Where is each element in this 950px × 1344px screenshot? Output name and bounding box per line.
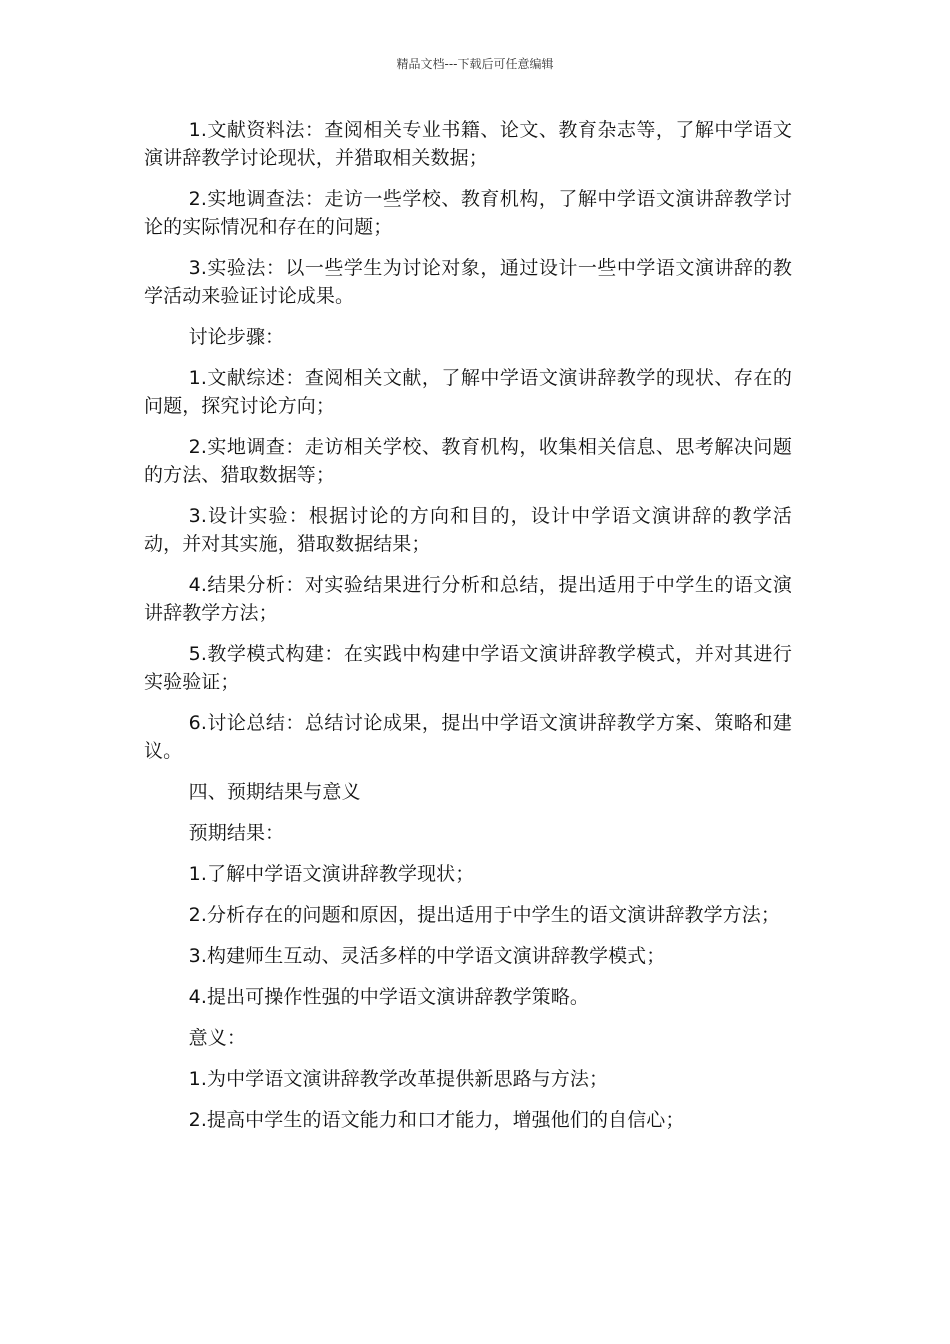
paragraph: 6.讨论总结：总结讨论成果，提出中学语文演讲辞教学方案、策略和建议。: [144, 712, 792, 762]
section-label: 预期结果：: [188, 822, 285, 844]
paragraph: 2.实地调查法：走访一些学校、教育机构，了解中学语文演讲辞教学讨论的实际情况和存在的问题；: [144, 188, 792, 238]
page-header: 精品文档---下载后可任意编辑: [396, 57, 554, 71]
section-label: 意义：: [188, 1027, 246, 1049]
document-body: [144, 116, 792, 1147]
paragraph: 1.为中学语文演讲辞教学改革提供新思路与方法；: [188, 1068, 609, 1090]
paragraph: 3.实验法：以一些学生为讨论对象，通过设计一些中学语文演讲辞的教学活动来验证讨论成果。: [144, 257, 792, 307]
paragraph: 2.分析存在的问题和原因，提出适用于中学生的语文演讲辞教学方法；: [188, 904, 780, 926]
paragraph: 5.教学模式构建：在实践中构建中学语文演讲辞教学模式，并对其进行实验验证；: [144, 643, 792, 693]
paragraph: 4.提出可操作性强的中学语文演讲辞教学策略。: [188, 986, 589, 1008]
paragraph: 1.文献资料法：查阅相关专业书籍、论文、教育杂志等，了解中学语文演讲辞教学讨论现状，并猎取相关数据；: [144, 119, 792, 169]
paragraph: 1.了解中学语文演讲辞教学现状；: [188, 863, 475, 885]
paragraph: 3.构建师生互动、灵活多样的中学语文演讲辞教学模式；: [188, 945, 666, 967]
paragraph: 4.结果分析：对实验结果进行分析和总结，提出适用于中学生的语文演讲辞教学方法；: [144, 574, 792, 624]
paragraph: 2.提高中学生的语文能力和口才能力，增强他们的自信心；: [188, 1109, 685, 1131]
section-label: 讨论步骤：: [188, 326, 285, 348]
paragraph: 3.设计实验：根据讨论的方向和目的，设计中学语文演讲辞的教学活动，并对其实施，猎取数据结果；: [144, 505, 792, 555]
paragraph: 2.实地调查：走访相关学校、教育机构，收集相关信息、思考解决问题的方法、猎取数据等；: [144, 436, 792, 486]
paragraph: 1.文献综述：查阅相关文献，了解中学语文演讲辞教学的现状、存在的问题，探究讨论方向；: [144, 367, 792, 417]
section-heading: 四、预期结果与意义: [188, 781, 361, 803]
